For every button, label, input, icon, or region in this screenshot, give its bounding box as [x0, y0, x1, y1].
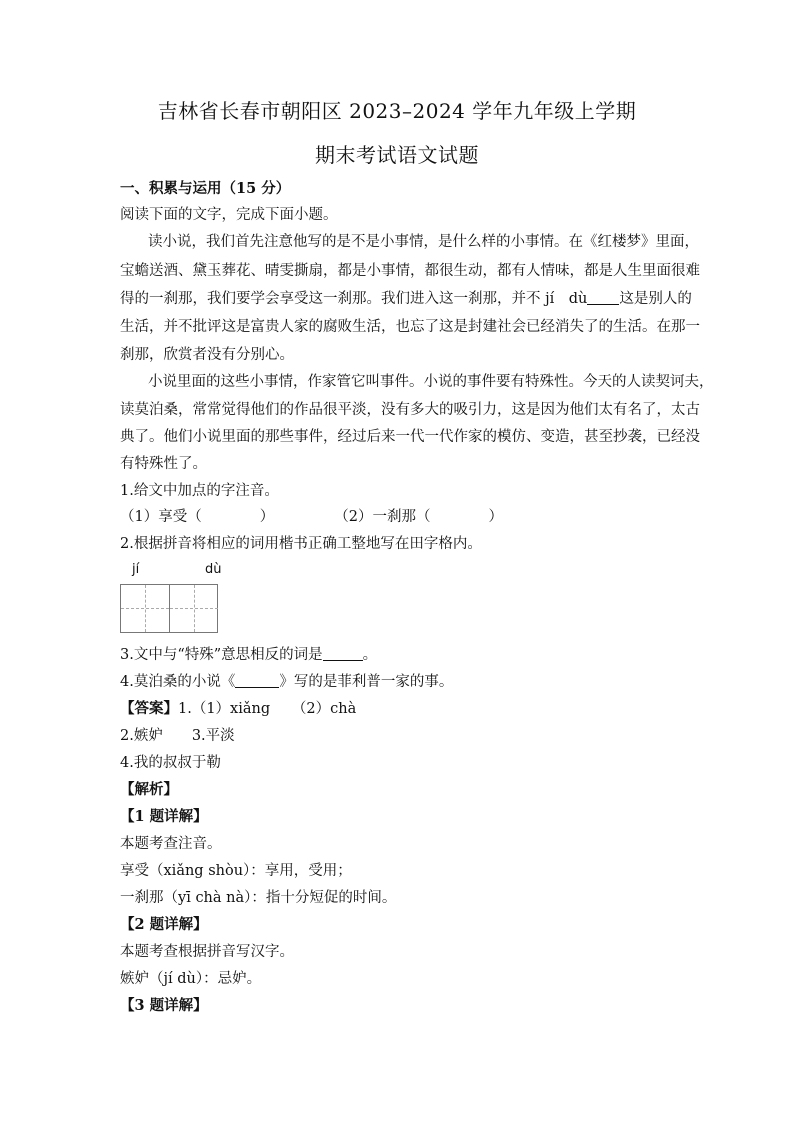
detail-text: 嫉妒（jí dù）：忌妒。 [120, 971, 262, 987]
passage-line: 读小说，我们首先注意他写的是不是小事情，是什么样的小事情。在《红楼梦》里面， [148, 234, 699, 250]
question-4-end: 》写的是菲利普一家的事。 [279, 674, 454, 690]
answer-blank[interactable] [587, 290, 619, 305]
answer-blank[interactable] [323, 646, 363, 661]
analysis-heading: 【解析】 [120, 781, 178, 798]
instruction-text: 阅读下面的文字，完成下面小题。 [120, 207, 338, 223]
pinyin-label-1: jí [132, 562, 140, 577]
question-3 [120, 645, 680, 665]
tianzige-cell-2[interactable] [170, 585, 218, 632]
answer-line-1 [120, 699, 680, 719]
detail-text: 一刹那（yī chà nà）：指十分短促的时间。 [120, 890, 397, 906]
question-2: 2.根据拼音将相应的词用楷书正确工整地写在田字格内。 [120, 536, 482, 552]
document-title-line2: 期末考试语文试题 [315, 143, 479, 167]
passage-line: 宝蟾送酒、黛玉葬花、晴雯撕扇，都是小事情，都很生动，都有人情味，都是人生里面很难 [120, 263, 700, 279]
answer-1: 1.（1）xiǎng （2）chà [178, 701, 357, 717]
question-4-text: 4.莫泊桑的小说《 [120, 674, 236, 690]
answer-blank[interactable] [235, 673, 279, 688]
detail-heading-2: 【2 题详解】 [120, 916, 208, 933]
question-1-sub1: （1）享受（ ） [120, 509, 275, 525]
passage-text: 这是别人的 [619, 291, 692, 307]
passage-line-with-blank [120, 289, 692, 309]
document-title-line1: 吉林省长春市朝阳区 2023–2024 学年九年级上学期 [157, 99, 637, 123]
detail-text: 享受（xiǎng shòu）：享用，受用； [120, 863, 352, 879]
question-4 [120, 672, 680, 692]
detail-text: 本题考查根据拼音写汉字。 [120, 944, 294, 960]
detail-heading-1: 【1 题详解】 [120, 808, 208, 825]
passage-line: 生活，并不批评这是富贵人家的腐败生活，也忘了这是封建社会已经消失了的生活。在那一 [120, 319, 700, 335]
tianzige-grid [120, 584, 218, 633]
question-1-sub2: （2）一刹那（ ） [334, 509, 503, 525]
passage-line: 小说里面的这些小事情，作家管它叫事件。小说的事件要有特殊性。今天的人读契诃夫， [148, 374, 714, 390]
section-heading: 一、积累与运用（15 分） [120, 180, 291, 197]
tianzige-cell-1[interactable] [121, 585, 170, 632]
passage-text: 得的一刹那，我们要学会享受这一刹那。我们进入这一刹那，并不 jí dù [120, 291, 588, 307]
answer-4: 4.我的叔叔于勒 [120, 755, 221, 771]
pinyin-label-2: dù [205, 562, 222, 577]
answer-label: 【答案】 [120, 700, 178, 717]
passage-line: 刹那，欣赏者没有分别心。 [120, 347, 294, 363]
passage-line: 有特殊性了。 [120, 456, 207, 472]
question-1: 1.给文中加点的字注音。 [120, 483, 279, 499]
passage-line: 读莫泊桑，常常觉得他们的作品很平淡，没有多大的吸引力，这是因为他们太有名了，太古 [120, 402, 700, 418]
detail-heading-3: 【3 题详解】 [120, 997, 208, 1014]
question-1-parts [120, 507, 680, 527]
question-3-end: 。 [362, 647, 378, 663]
detail-text: 本题考查注音。 [120, 836, 222, 852]
answer-2-3: 2.嫉妒 3.平淡 [120, 728, 235, 744]
passage-line: 典了。他们小说里面的那些事件，经过后来一代一代作家的模仿、变造，甚至抄袭，已经没 [120, 429, 700, 445]
question-3-text: 3.文中与“特殊”意思相反的词是 [120, 647, 323, 663]
